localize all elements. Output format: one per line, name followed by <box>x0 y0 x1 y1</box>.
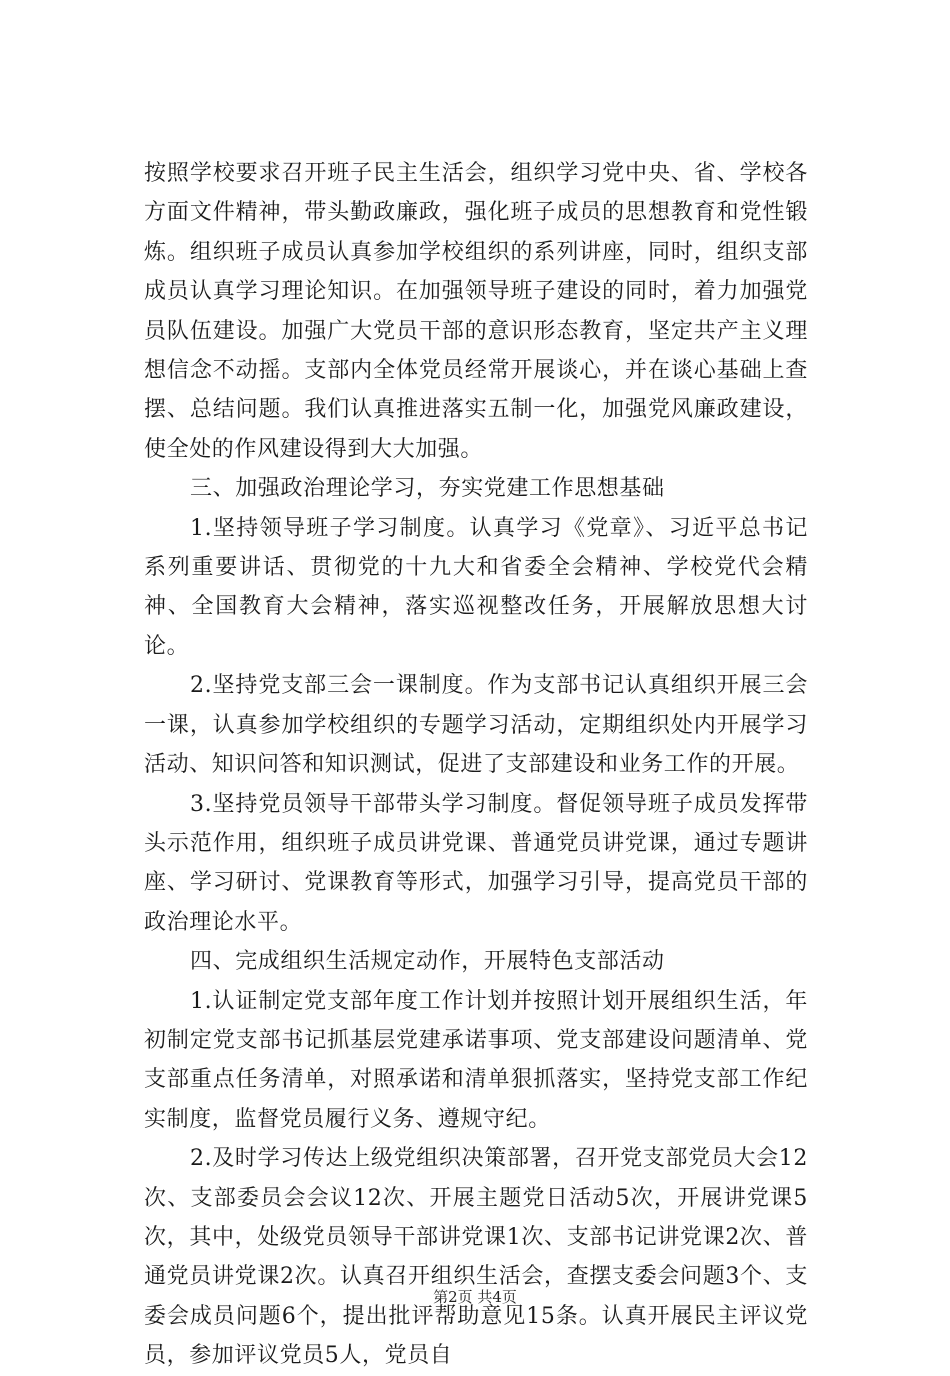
paragraph-3-1: 1.坚持领导班子学习制度。认真学习《党章》、习近平总书记系列重要讲话、贯彻党的十九大和省委全会精神、学校党代会精神、全国教育大会精神，落实巡视整改任务，开展解放思想大讨论。 <box>144 515 808 659</box>
paragraph-3-2: 2.坚持党支部三会一课制度。作为支部书记认真组织开展三会一课，认真参加学校组织的专题学习活动，定期组织处内开展学习活动、知识问答和知识测试，促进了支部建设和业务工作的开展。 <box>144 673 808 778</box>
paragraph-4-1: 1.认证制定党支部年度工作计划并按照计划开展组织生活，年初制定党支部书记抓基层党建承诺事项、党支部建设问题清单、党支部重点任务清单，对照承诺和清单狠抓落实，坚持党支部工作纪实制度，监督党员履行义务、遵规守纪。 <box>144 988 808 1132</box>
section-heading-4: 四、完成组织生活规定动作，开展特色支部活动 <box>190 949 665 975</box>
document-body <box>144 154 808 1376</box>
paragraph-continuation: 按照学校要求召开班子民主生活会，组织学习党中央、省、学校各方面文件精神，带头勤政廉政，强化班子成员的思想教育和党性锻炼。组织班子成员认真参加学校组织的系列讲座，同时，组织支部成员认真学习理论知识。在加强领导班子建设的同时，着力加强党员队伍建设。加强广大党员干部的意识形态教育，坚定共产主义理想信念不动摇。支部内全体党员经常开展谈心，并在谈心基础上查摆、总结问题。我们认真推进落实五制一化，加强党风廉政建设，使全处的作风建设得到大大加强。 <box>144 161 808 462</box>
page-number-indicator: 第2页 共4页 <box>433 1288 517 1306</box>
paragraph-3-3: 3.坚持党员领导干部带头学习制度。督促领导班子成员发挥带头示范作用，组织班子成员讲党课、普通党员讲党课，通过专题讲座、学习研讨、党课教育等形式，加强学习引导，提高党员干部的政治理论水平。 <box>144 791 808 935</box>
page-footer <box>0 1287 950 1307</box>
paragraph-4-2: 2.及时学习传达上级党组织决策部署，召开党支部党员大会12次、支部委员会会议12次、开展主题党日活动5次，开展讲党课5次，其中，处级党员领导干部讲党课1次、支部书记讲党课2次、普通党员讲党课2次。认真召开组织生活会，查摆支委会问题3个、支委会成员问题6个，提出批评帮助意见15条。认真开展民主评议党员，参加评议党员5人，党员自 <box>144 1146 808 1369</box>
section-heading-3: 三、加强政治理论学习，夯实党建工作思想基础 <box>190 476 665 502</box>
